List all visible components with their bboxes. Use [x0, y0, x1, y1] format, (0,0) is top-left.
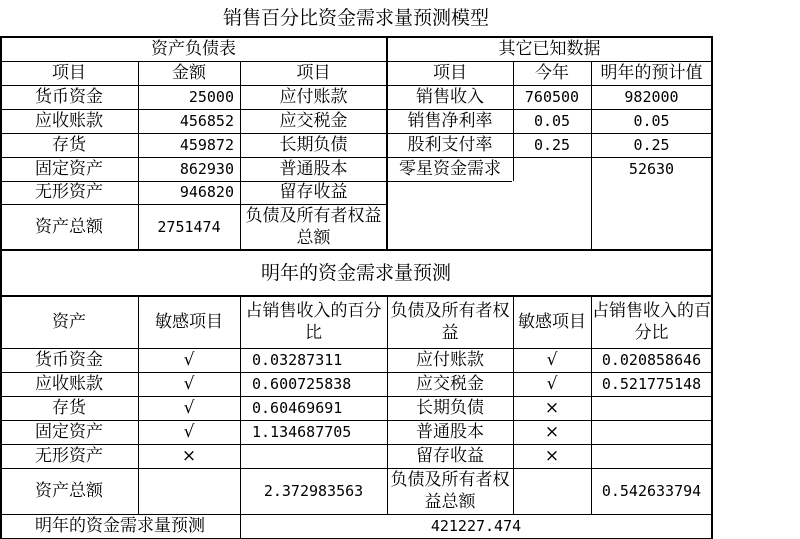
grid-line	[0, 61, 712, 62]
forecast-liability-pct	[591, 396, 712, 420]
forecast-asset-pct: 1.134687705	[252, 422, 352, 441]
known-item: 销售收入	[416, 86, 484, 107]
balance-total-amount: 2751474	[157, 217, 221, 236]
grid-line	[591, 296, 592, 514]
balance-liability: 长期负债	[279, 134, 348, 155]
forecast-liability: 留存收益	[416, 445, 484, 466]
forecast-liability-pct: 0.521775148	[601, 374, 702, 393]
known-header-item: 项目	[433, 62, 467, 83]
grid-line	[0, 295, 712, 297]
balance-total-label: 资产总额	[35, 216, 103, 237]
grid-line	[591, 61, 592, 250]
grid-line	[0, 420, 712, 421]
known-this-year: 0.25	[533, 135, 571, 154]
known-header-this-year: 今年	[535, 62, 569, 83]
forecast-title: 明年的资金需求量预测	[260, 261, 451, 284]
grid-line	[0, 36, 712, 38]
forecast-asset: 无形资产	[35, 445, 103, 466]
known-next-year: 52630	[628, 159, 675, 178]
forecast-header-liability: 负债及所有者权益	[390, 301, 510, 343]
forecast-asset-flag: √	[183, 397, 195, 418]
known-next-year: 0.05	[633, 111, 670, 130]
grid-line	[0, 204, 387, 205]
balance-amount: 456852	[179, 111, 234, 130]
forecast-liability: 应付账款	[416, 349, 484, 370]
grid-line	[240, 296, 241, 539]
grid-line	[0, 249, 712, 251]
known-data-title: 其它已知数据	[498, 38, 601, 59]
forecast-liability: 长期负债	[416, 397, 484, 418]
forecast-liability-pct	[591, 420, 712, 444]
grid-line	[0, 36, 2, 539]
balance-asset: 固定资产	[35, 158, 103, 179]
grid-line	[711, 36, 713, 539]
forecast-asset: 应收账款	[35, 373, 103, 394]
forecast-liability-flag: √	[546, 373, 558, 394]
forecast-liability-flag: ×	[544, 421, 560, 442]
forecast-liability-flag: ×	[544, 397, 560, 418]
balance-amount: 862930	[179, 159, 234, 178]
forecast-asset-flag: √	[183, 421, 195, 442]
balance-liability: 应付账款	[279, 86, 348, 107]
forecast-liability-flag: ×	[544, 445, 560, 466]
forecast-asset: 固定资产	[35, 421, 103, 442]
balance-total-liability: 负债及所有者权益总额	[245, 206, 382, 248]
balance-header-item: 项目	[52, 62, 86, 83]
forecast-asset-flag: ×	[181, 445, 197, 466]
forecast-liability-flag: √	[546, 349, 558, 370]
forecast-total-liability-pct: 0.542633794	[601, 481, 702, 500]
grid-line	[387, 296, 388, 514]
forecast-asset-pct: 0.600725838	[252, 374, 352, 393]
forecast-result-label: 明年的资金需求量预测	[35, 516, 205, 536]
grid-line	[0, 157, 712, 158]
grid-line	[513, 296, 514, 514]
balance-asset: 应收账款	[35, 110, 103, 131]
balance-asset: 无形资产	[35, 182, 103, 202]
forecast-header-asset: 资产	[52, 311, 86, 332]
known-item: 零星资金需求	[399, 158, 501, 179]
forecast-result-value: 421227.474	[430, 517, 522, 535]
grid-line	[138, 296, 139, 514]
grid-line	[513, 61, 514, 181]
forecast-header-liability-flag: 敏感项目	[518, 312, 586, 332]
known-header-next-year: 明年的预计值	[600, 62, 703, 83]
balance-liability: 应交税金	[279, 110, 348, 131]
balance-asset: 货币资金	[35, 86, 103, 107]
known-this-year: 0.05	[533, 111, 571, 130]
forecast-header-liability-pct: 占销售收入的百分比	[592, 301, 711, 343]
forecast-header-asset-flag: 敏感项目	[155, 311, 223, 332]
balance-amount: 946820	[179, 183, 234, 201]
forecast-liability-pct	[591, 444, 712, 468]
balance-asset: 存货	[52, 134, 86, 155]
forecast-asset-pct: 0.03287311	[252, 350, 343, 369]
forecast-total-liability-label: 负债及所有者权益总额	[390, 470, 510, 512]
balance-header-liability: 项目	[296, 62, 331, 83]
grid-line	[0, 514, 712, 515]
grid-line	[0, 396, 712, 397]
forecast-total-asset-pct: 2.372983563	[263, 481, 364, 500]
balance-liability: 普通股本	[279, 158, 348, 179]
grid-line	[0, 444, 712, 445]
forecast-asset-flag: √	[183, 373, 195, 394]
balance-amount: 25000	[188, 87, 234, 106]
known-item: 股利支付率	[407, 134, 493, 155]
grid-line	[0, 85, 712, 86]
grid-line	[0, 468, 712, 469]
grid-line	[0, 133, 712, 134]
forecast-asset-flag: √	[183, 349, 195, 370]
forecast-total-asset-label: 资产总额	[35, 480, 103, 501]
grid-line	[138, 61, 139, 250]
known-next-year: 982000	[624, 87, 679, 106]
balance-liability: 留存收益	[279, 182, 348, 202]
grid-line	[386, 36, 388, 250]
grid-line	[0, 348, 712, 349]
known-next-year: 0.25	[633, 135, 670, 154]
forecast-liability-pct: 0.020858646	[601, 350, 702, 369]
sheet-title: 销售百分比资金需求量预测模型	[222, 7, 489, 29]
grid-line	[0, 372, 712, 373]
balance-amount: 459872	[179, 135, 234, 154]
forecast-asset: 货币资金	[35, 349, 103, 370]
forecast-header-asset-pct: 占销售收入的百分比	[245, 301, 382, 343]
grid-line	[0, 181, 512, 182]
grid-line	[0, 109, 712, 110]
known-item: 销售净利率	[407, 110, 493, 131]
forecast-liability: 普通股本	[416, 421, 484, 442]
grid-line	[240, 61, 241, 250]
forecast-asset-pct: 0.60469691	[252, 398, 343, 417]
forecast-asset: 存货	[52, 397, 86, 418]
balance-header-amount: 金额	[172, 62, 206, 83]
known-this-year	[513, 157, 591, 181]
balance-sheet-title: 资产负债表	[151, 38, 236, 59]
forecast-liability: 应交税金	[416, 373, 484, 394]
known-this-year: 760500	[524, 87, 580, 106]
forecast-asset-pct	[240, 444, 387, 468]
